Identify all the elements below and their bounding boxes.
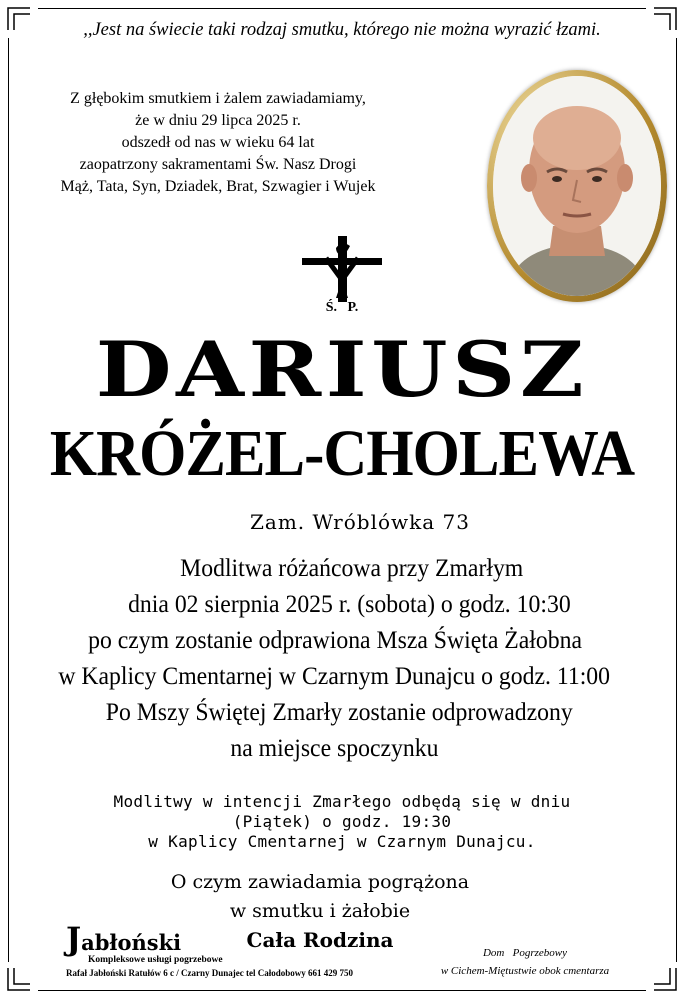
- funeral-house-title: Dom Pogrzebowy: [482, 947, 568, 959]
- portrait-photo: [493, 76, 661, 296]
- ceremony-line: dnia 02 sierpnia 2025 r. (sobota) o godz. 10:30: [128, 589, 571, 618]
- portrait-frame: [487, 70, 667, 302]
- ceremony-line: po czym zostanie odprawiona Msza Święta Żałobna: [88, 625, 582, 654]
- frame-top-line: [38, 8, 646, 9]
- deceased-first-name: DARIUSZ: [95, 325, 589, 414]
- intro-line: że w dniu 29 lipca 2025 r.: [135, 112, 301, 129]
- announcement-intro: [48, 88, 388, 198]
- intro-line: Mąż, Tata, Syn, Dziadek, Brat, Szwagier i Wujek: [60, 178, 376, 195]
- funeral-home-address: Rafał Jabłoński Ratułów 6 c / Czarny Dunajec tel Całodobowy 661 429 750: [66, 968, 354, 978]
- prayer-line: Modlitwy w intencji Zmarłego odbędą się w dniu: [113, 792, 571, 811]
- sp-label: Ś. P.: [325, 300, 359, 315]
- funeral-house-info: [420, 944, 630, 980]
- deceased-last-name: KRÓŻEL-CHOLEWA: [49, 417, 635, 490]
- logo-initial: J: [66, 920, 82, 958]
- ceremony-line: na miejsce spoczynku: [230, 733, 439, 762]
- family-signature: Cała Rodzina: [246, 928, 394, 952]
- logo-name-rest: abłoński: [81, 930, 182, 955]
- intro-line: Z głębokim smutkiem i żalem zawiadamiamy,: [70, 90, 366, 107]
- prayer-line: (Piątek) o godz. 19:30: [232, 812, 452, 831]
- corner-ornament-bottom-left: [6, 966, 32, 992]
- family-line: O czym zawiadamia pogrążona: [170, 871, 470, 893]
- family-line: w smutku i żałobie: [229, 900, 411, 922]
- opening-quote: ,,Jest na świecie taki rodzaj smutku, którego nie można wyrazić łzami.: [83, 20, 601, 40]
- ceremony-details: [36, 550, 684, 766]
- ceremony-line: Modlitwa różańcowa przy Zmarłym: [180, 553, 524, 582]
- corner-ornament-bottom-right: [652, 966, 678, 992]
- intro-line: odszedł od nas w wieku 64 lat: [121, 134, 315, 151]
- ceremony-line: Po Mszy Świętej Zmarły zostanie odprowadzony: [105, 697, 573, 726]
- funeral-home-name: [66, 920, 396, 958]
- funeral-house-location: w Cichem-Miętustwie obok cmentarza: [440, 965, 610, 977]
- funeral-home-tagline: Kompleksowe usługi pogrzebowe: [88, 955, 223, 965]
- prayer-intention: [0, 792, 684, 852]
- funeral-home-logo: [66, 920, 396, 980]
- ceremony-line: w Kaplicy Cmentarnej w Czarnym Dunajcu o godz. 11:00: [58, 661, 610, 690]
- intro-line: zaopatrzony sakramentami Św. Nasz Drogi: [79, 156, 357, 173]
- deceased-address: Zam. Wróblówka 73: [250, 510, 470, 534]
- frame-bottom-line: [38, 990, 646, 991]
- prayer-line: w Kaplicy Cmentarnej w Czarnym Dunajcu.: [148, 832, 536, 851]
